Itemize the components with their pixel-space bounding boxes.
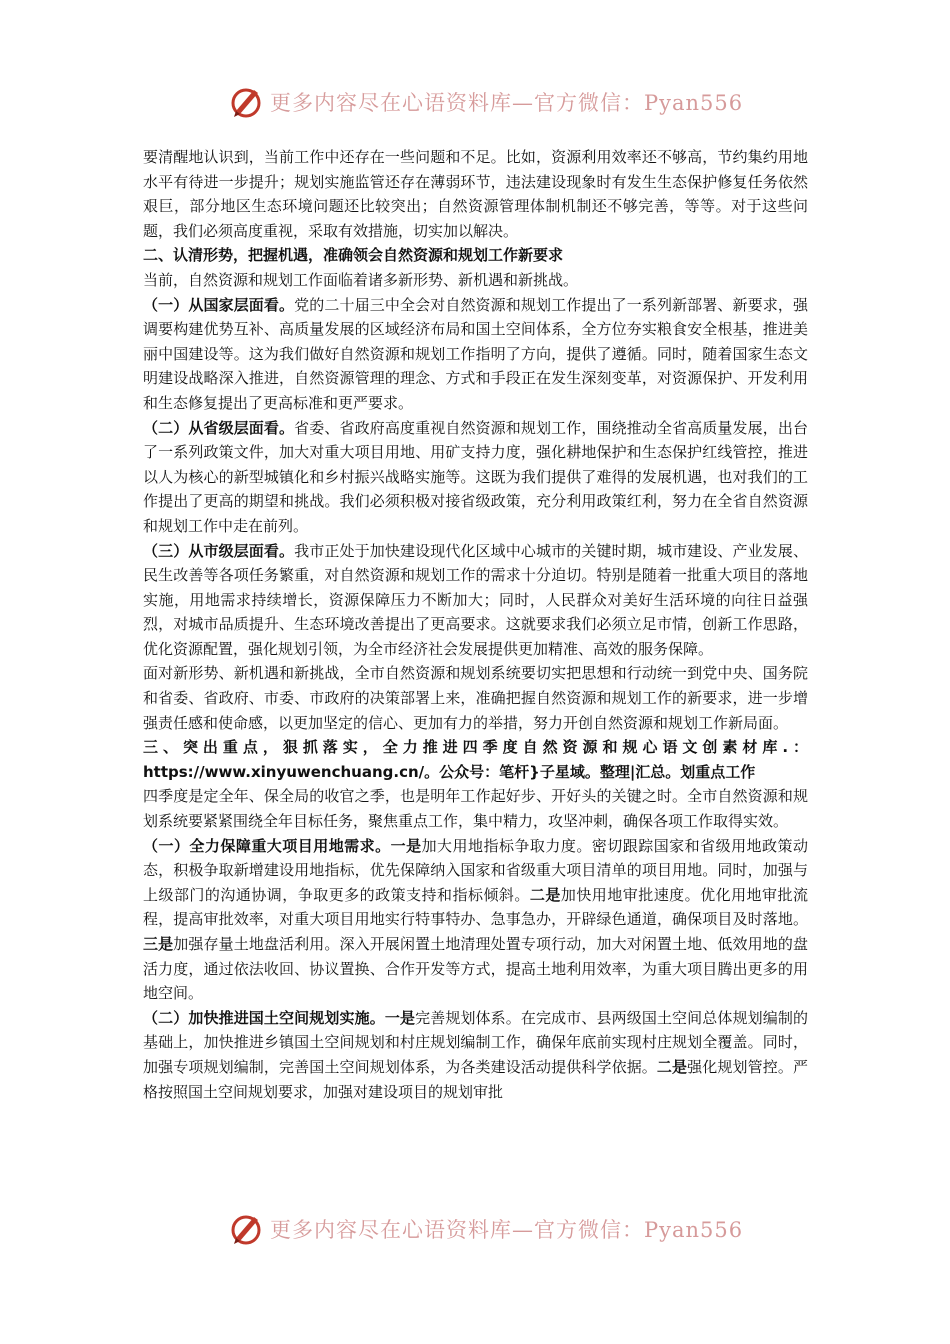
- paragraph: [143, 1006, 808, 1104]
- footer-banner: [228, 1209, 744, 1249]
- bold-text: （三）从市级层面看。: [143, 541, 295, 560]
- section-heading: [143, 243, 808, 268]
- text-run: 四季度是定全年、保全局的收官之季，也是明年工作起好步、开好头的关键之时。全市自然资源和规划系统要紧紧围绕全年目标任务，聚焦重点工作，集中精力，攻坚冲刺，确保各项工作取得实效。: [143, 787, 808, 831]
- text-run: 强化规划管控。严格按照国土空间规划要求，加强对建设项目的规划审批: [143, 1057, 808, 1101]
- paragraph: [143, 268, 808, 293]
- text-run: 完善规划体系。在完成市、县两级国土空间总体规划编制的基础上，加快推进乡镇国土空间规划和村庄规划编制工作，确保年底前实现村庄规划全覆盖。同时，加强专项规划编制，完善国土空间规划体系，为各类建设活动提供科学依据。: [143, 1008, 808, 1076]
- text-run: 我市正处于加快建设现代化区域中心城市的关键时期，城市建设、产业发展、民生改善等各项任务繁重，对自然资源和规划工作的需求十分迫切。特别是随着一批重大项目的落地实施，用地需求持续增长，资源保障压力不断加大；同时，人民群众对美好生活环境的向往日益强烈，对城市品质提升、生态环境改善提出了更高要求。这就要求我们必须立足市情，创新工作思路，优化资源配置，强化规划引领，为全市经济社会发展提供更加精准、高效的服务保障。: [143, 541, 808, 658]
- bold-text: （一）从国家层面看。: [143, 295, 295, 314]
- text-run: 加快用地审批速度。优化用地审批流程，提高审批效率，对重大项目用地实行特事特办、急事急办，开辟绿色通道，确保项目及时落地。: [143, 885, 808, 929]
- document-body: [143, 145, 808, 1104]
- paragraph: [143, 661, 808, 735]
- bold-text: 二是: [656, 1057, 688, 1076]
- bold-text: 三、突出重点，狠抓落实，全力推进四季度自然资源和规心语文创素材库.：https://www.xinyuwenchuang.cn/。公众号：笔杆}子星域。整理|汇总。划重点工作: [143, 738, 808, 781]
- bold-text: （二）从省级层面看。: [143, 418, 295, 437]
- paragraph: [143, 145, 808, 243]
- text-run: 当前，自然资源和规划工作面临着诸多新形势、新机遇和新挑战。: [143, 270, 579, 289]
- paragraph: [143, 784, 808, 833]
- paragraph: [143, 539, 808, 662]
- text-run: 面对新形势、新机遇和新挑战，全市自然资源和规划系统要切实把思想和行动统一到党中央、国务院和省委、省政府、市委、市政府的决策部署上来，准确把握自然资源和规划工作的新要求，进一步增强责任感和使命感，以更加坚定的信心、更加有力的举措，努力开创自然资源和规划工作新局面。: [143, 664, 808, 732]
- pen-circle-logo-icon: [228, 84, 264, 120]
- section-heading: [143, 735, 808, 784]
- text-run: 加强存量土地盘活利用。深入开展闲置土地清理处置专项行动，加大对闲置土地、低效用地的盘活力度，通过依法收回、协议置换、合作开发等方式，提高土地利用效率，为重大项目腾出更多的用地空间。: [143, 935, 808, 1003]
- pen-circle-logo-icon: [228, 1211, 264, 1247]
- text-run: 加大用地指标争取力度。密切跟踪国家和省级用地政策动态，积极争取新增建设用地指标，优先保障纳入国家和省级重大项目清单的项目用地。同时，加强与上级部门的沟通协调，争取更多的政策支持和指标倾斜。: [143, 836, 808, 904]
- banner-text: 更多内容尽在心语资料库—官方微信：Pyan556: [270, 91, 744, 115]
- header-banner: [228, 82, 744, 122]
- text-run: 党的二十届三中全会对自然资源和规划工作提出了一系列新部署、新要求，强调要构建优势互补、高质量发展的区域经济布局和国土空间体系，全方位夯实粮食安全根基，推进美丽中国建设等。这为我们做好自然资源和规划工作指明了方向，提供了遵循。同时，随着国家生态文明建设战略深入推进，自然资源管理的理念、方式和手段正在发生深刻变革，对资源保护、开发利用和生态修复提出了更高标准和更严要求。: [143, 295, 808, 412]
- bold-text: （一）全力保障重大项目用地需求。一是: [143, 836, 422, 855]
- text-run: 省委、省政府高度重视自然资源和规划工作，围绕推动全省高质量发展，出台了一系列政策文件，加大对重大项目用地、用矿支持力度，强化耕地保护和生态保护红线管控，推进以人为核心的新型城镇化和乡村振兴战略实施等。这既为我们提供了难得的发展机遇，也对我们的工作提出了更高的期望和挑战。我们必须积极对接省级政策，充分利用政策红利，努力在全省自然资源和规划工作中走在前列。: [143, 418, 808, 535]
- paragraph: [143, 293, 808, 416]
- paragraph: [143, 416, 808, 539]
- text-run: 要清醒地认识到，当前工作中还存在一些问题和不足。比如，资源利用效率还不够高，节约集约用地水平有待进一步提升；规划实施监管还存在薄弱环节，违法建设现象时有发生生态保护修复任务依然艰巨，部分地区生态环境问题还比较突出；自然资源管理体制机制还不够完善，等等。对于这些问题，我们必须高度重视，采取有效措施，切实加以解决。: [143, 148, 808, 240]
- bold-text: 三是: [143, 935, 174, 953]
- banner-text: 更多内容尽在心语资料库—官方微信：Pyan556: [270, 1218, 744, 1242]
- paragraph: [143, 834, 808, 1006]
- bold-text: （二）加快推进国土空间规划实施。一是: [143, 1008, 416, 1027]
- bold-text: 二、认清形势，把握机遇，准确领会自然资源和规划工作新要求: [143, 246, 564, 265]
- bold-text: 二是: [529, 885, 561, 904]
